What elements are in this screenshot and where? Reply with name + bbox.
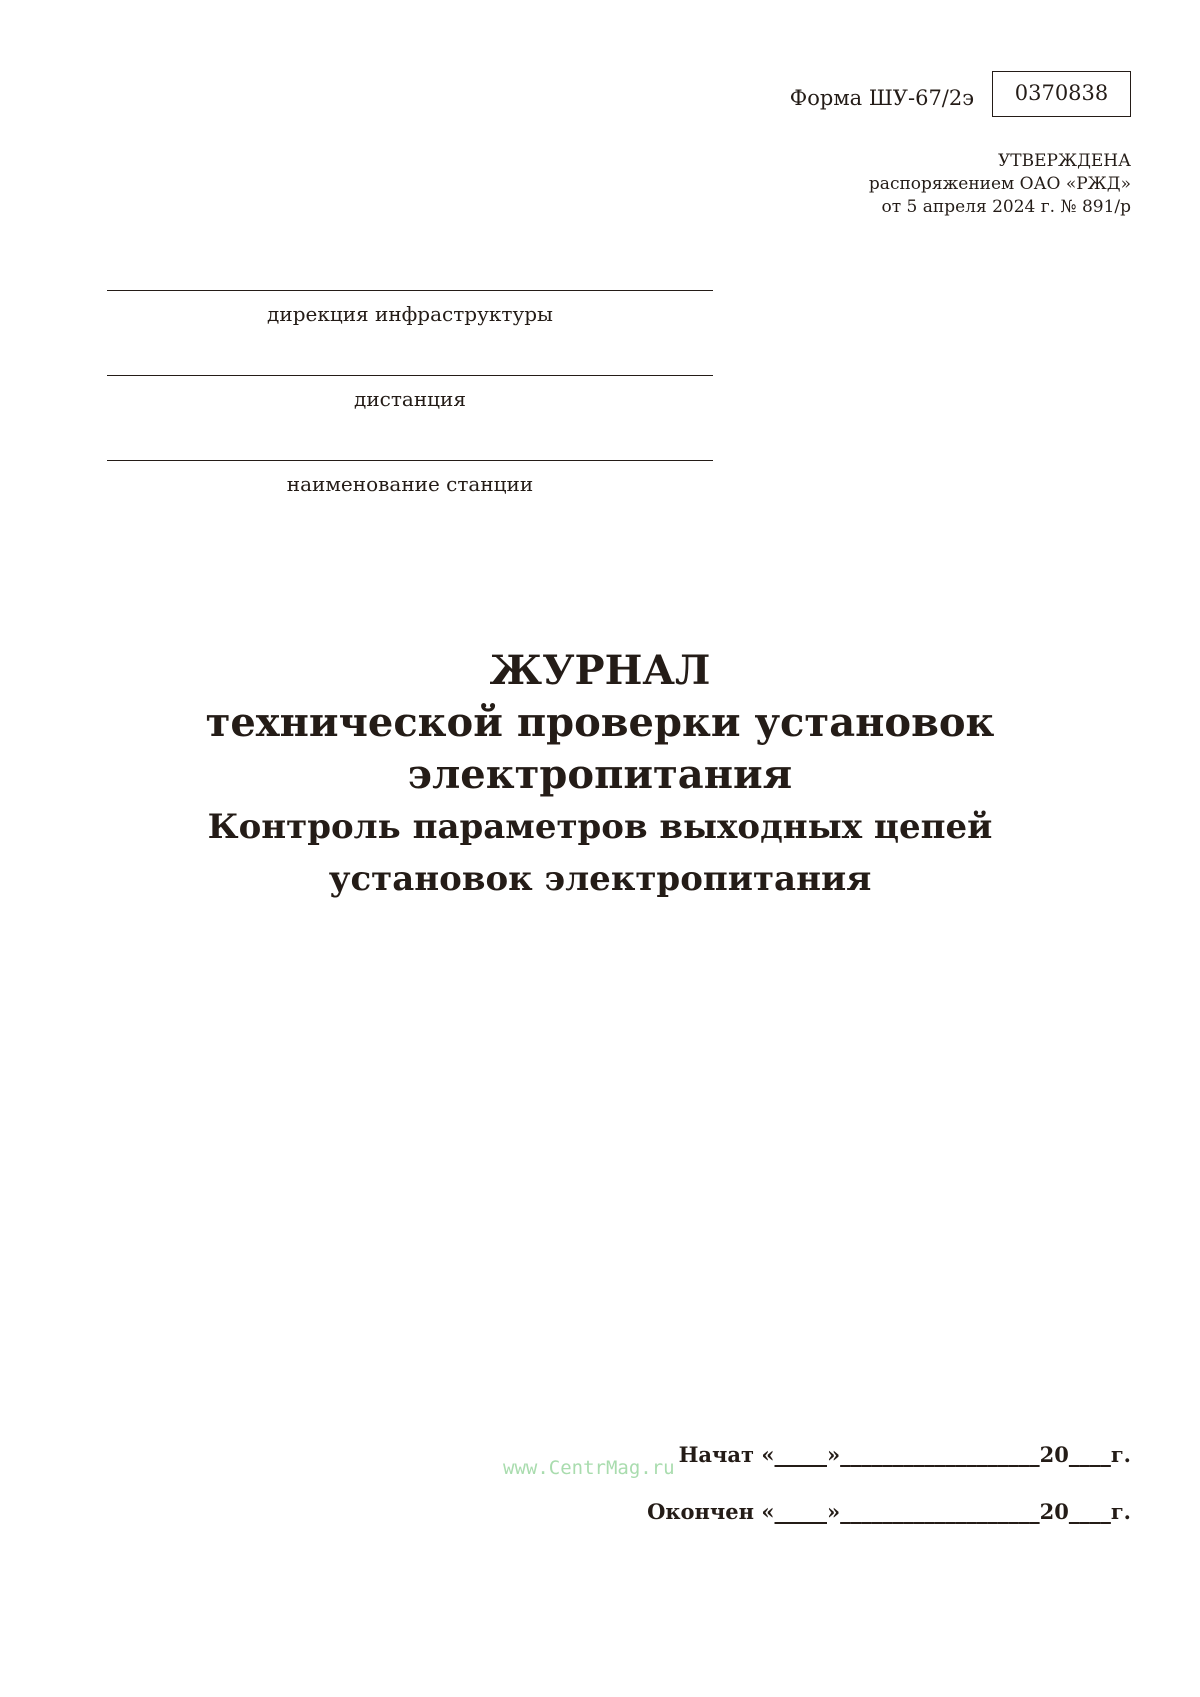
date-started[interactable]: Начат «_____»___________________20____г. [678,1442,1131,1467]
distance-fill-line[interactable] [107,375,713,376]
approval-line-1: УТВЕРЖДЕНА [998,151,1131,171]
form-number-box: 0370838 [992,71,1131,117]
subtitle-line-2: установок электропитания [328,859,872,899]
date-finished[interactable]: Окончен «_____»___________________20____г. [647,1499,1131,1524]
distance-caption: дистанция [354,387,466,411]
title-line-2: технической проверки установок [205,699,995,746]
distance-field [107,375,713,412]
watermark: www.CentrMag.ru [503,1457,675,1479]
station-field [107,460,713,497]
station-caption: наименование станции [286,472,534,496]
approval-stamp [631,150,1131,219]
approval-line-3: от 5 апреля 2024 г. № 891/р [881,197,1131,217]
title-line-3: электропитания [407,751,793,798]
station-fill-line[interactable] [107,460,713,461]
title-line-1: ЖУРНАЛ [489,647,711,694]
directorate-caption: дирекция инфраструктуры [267,302,553,326]
directorate-field [107,290,713,327]
subtitle-line-1: Контроль параметров выходных цепей [207,807,993,847]
directorate-fill-line[interactable] [107,290,713,291]
approval-line-2: распоряжением ОАО «РЖД» [868,174,1131,194]
form-code: Форма ШУ-67/2э [789,86,974,110]
document-title [100,645,1100,905]
